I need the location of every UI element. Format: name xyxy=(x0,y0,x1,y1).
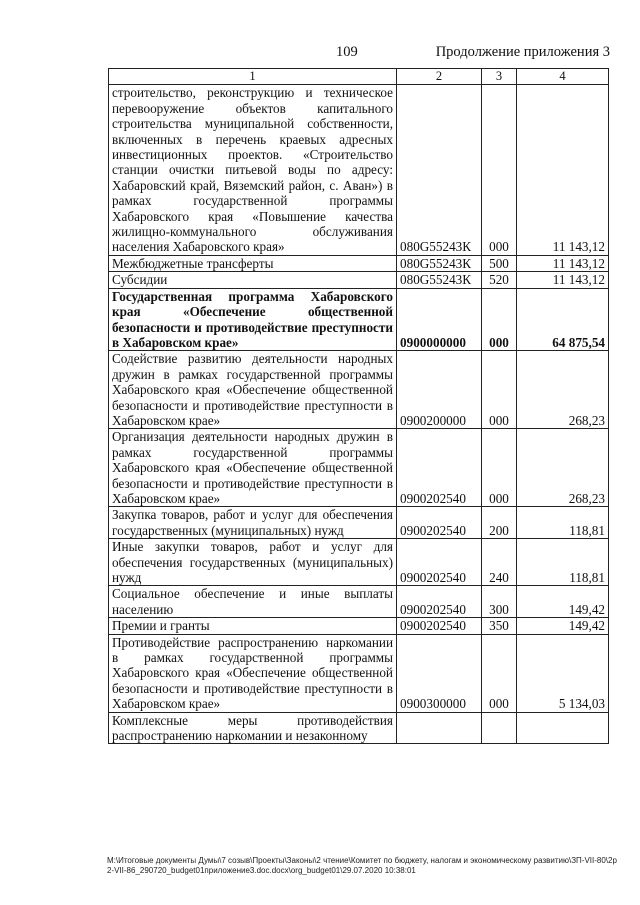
row-name: Межбюджетные трансферты xyxy=(109,255,397,271)
row-type: 300 xyxy=(482,586,517,618)
table-row xyxy=(109,85,609,255)
table-row xyxy=(109,539,609,586)
row-name: Организация деятельности народных дружин в рамках государственной программы Хабаровского края «Обеспечение общественной безопасности и противодействие преступности в Хабаровском крае» xyxy=(109,429,397,507)
table-row-continued xyxy=(109,712,609,744)
column-header-type: 3 xyxy=(482,69,517,85)
document-file-path: M:\Итоговые документы Думы\7 созыв\Проекты\Законы\2 чтение\Комитет по бюджету, налогам и экономическому развитию\ЗП-VII-80\2p2-VII-86_290720_budget01приложение3.doc.docx\org_budget01\29.07.2020 10:38:01 xyxy=(107,856,617,875)
row-type: 500 xyxy=(482,255,517,271)
row-type: 000 xyxy=(482,351,517,429)
table-row xyxy=(109,272,609,288)
row-amount: 149,42 xyxy=(517,586,609,618)
row-code: 0900202540 xyxy=(397,618,482,634)
row-name: строительство, реконструкцию и техническое перевооружение объектов капитального строительства муниципальной собственности, включенных в перечень краевых адресных инвестиционных проектов. «Строительство станции очистки питьевой воды по адресу: Хабаровский край, Вяземский район, с. Аван») в рамках государственной программы Хабаровского края «Повышение качества жилищно-коммунального обслуживания населения Хабаровского края» xyxy=(109,85,397,255)
table-row xyxy=(109,586,609,618)
row-name: Иные закупки товаров, работ и услуг для обеспечения государственных (муниципальных) нужд xyxy=(109,539,397,586)
row-name: Закупка товаров, работ и услуг для обеспечения государственных (муниципальных) нужд xyxy=(109,507,397,539)
row-type: 200 xyxy=(482,507,517,539)
row-name: Премии и гранты xyxy=(109,618,397,634)
row-type: 000 xyxy=(482,288,517,351)
column-header-name: 1 xyxy=(109,69,397,85)
row-name: Субсидии xyxy=(109,272,397,288)
row-code: 080G55243К xyxy=(397,272,482,288)
row-name: Содействие развитию деятельности народных дружин в рамках государственной программы Хабаровского края «Обеспечение общественной безопасности и противодействие преступности в Хабаровском крае» xyxy=(109,351,397,429)
row-code xyxy=(397,712,482,744)
row-amount: 11 143,12 xyxy=(517,255,609,271)
appendix-continuation-label: Продолжение приложения 3 xyxy=(435,44,610,60)
table-row xyxy=(109,351,609,429)
table-row-program xyxy=(109,288,609,351)
row-type: 000 xyxy=(482,429,517,507)
budget-table xyxy=(108,68,609,744)
row-name: Противодействие распространению наркомании в рамках государственной программы Хабаровского края «Обеспечение общественной безопасности и противодействие преступности в Хабаровском крае» xyxy=(109,634,397,712)
row-code: 0900200000 xyxy=(397,351,482,429)
row-name: Комплексные меры противодействия распространению наркомании и незаконному xyxy=(109,712,397,744)
table-row xyxy=(109,507,609,539)
row-amount: 149,42 xyxy=(517,618,609,634)
row-type: 000 xyxy=(482,85,517,255)
row-type: 240 xyxy=(482,539,517,586)
row-code: 0900202540 xyxy=(397,429,482,507)
table-row xyxy=(109,618,609,634)
row-code: 0900202540 xyxy=(397,539,482,586)
column-header-code: 2 xyxy=(397,69,482,85)
row-code: 0900202540 xyxy=(397,507,482,539)
row-amount: 11 143,12 xyxy=(517,85,609,255)
row-code: 0900300000 xyxy=(397,634,482,712)
row-code: 080G55243К xyxy=(397,255,482,271)
table-row xyxy=(109,429,609,507)
row-name: Социальное обеспечение и иные выплаты населению xyxy=(109,586,397,618)
table-row xyxy=(109,634,609,712)
row-code: 0900202540 xyxy=(397,586,482,618)
row-type: 520 xyxy=(482,272,517,288)
row-amount: 64 875,54 xyxy=(517,288,609,351)
row-amount: 268,23 xyxy=(517,429,609,507)
row-code: 080G55243К xyxy=(397,85,482,255)
row-amount: 5 134,03 xyxy=(517,634,609,712)
table-row xyxy=(109,255,609,271)
row-amount: 11 143,12 xyxy=(517,272,609,288)
page-header xyxy=(0,44,640,64)
page-number: 109 xyxy=(336,44,358,60)
row-type: 350 xyxy=(482,618,517,634)
row-code: 0900000000 xyxy=(397,288,482,351)
row-type: 000 xyxy=(482,634,517,712)
row-type xyxy=(482,712,517,744)
row-name: Государственная программа Хабаровского края «Обеспечение общественной безопасности и противодействие преступности в Хабаровском крае» xyxy=(109,288,397,351)
table-header-row xyxy=(109,69,609,85)
column-header-amount: 4 xyxy=(517,69,609,85)
row-amount: 118,81 xyxy=(517,539,609,586)
row-amount: 118,81 xyxy=(517,507,609,539)
row-amount xyxy=(517,712,609,744)
row-amount: 268,23 xyxy=(517,351,609,429)
